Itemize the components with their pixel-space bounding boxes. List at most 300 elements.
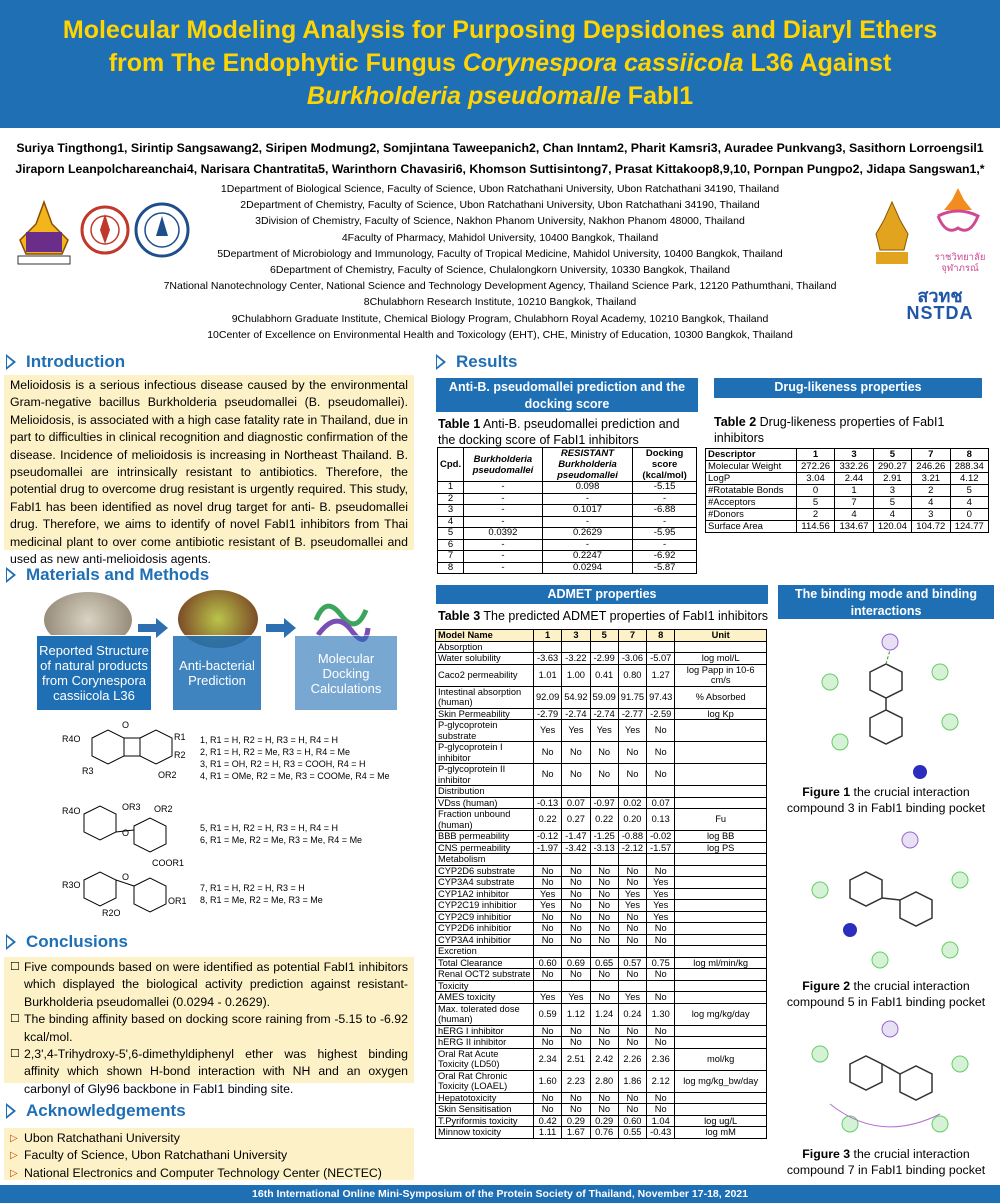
arrow-right-icon [266, 618, 296, 638]
table-cell [647, 980, 675, 992]
svg-text:R4O: R4O [62, 734, 81, 744]
svg-text:R1: R1 [174, 732, 186, 742]
table-cell [562, 641, 590, 653]
table-row [436, 842, 767, 854]
table-cell: -3.22 [562, 653, 590, 665]
table-cell: No [647, 934, 675, 946]
svg-text:R2O: R2O [102, 908, 121, 918]
table-cell: No [590, 1104, 618, 1116]
table-cell: 0.13 [647, 809, 675, 831]
table-row [436, 992, 767, 1004]
table-cell [675, 641, 767, 653]
ack-item: ▷ Faculty of Science, Ubon Ratchathani University [10, 1147, 408, 1164]
table-cell: 97.43 [647, 686, 675, 708]
table-row [436, 630, 767, 642]
conclusion-item: ☐ The binding affinity based on docking score raining from -5.15 to -6.92 kcal/mol. [10, 1011, 408, 1046]
table-cell [675, 786, 767, 798]
compound-list-2: 5, R1 = H, R2 = H, R3 = H, R4 = H 6, R1 = Me, R2 = Me, R3 = Me, R4 = Me [200, 823, 363, 845]
table-cell [675, 992, 767, 1004]
table-row: 5 0.0392 0.2629 -5.95 [438, 528, 697, 540]
table-cell: No [618, 1092, 646, 1104]
table-row: #Donors 2 4 4 3 0 [706, 509, 989, 521]
table-cell: -2.12 [618, 842, 646, 854]
table-cell: 0.65 [590, 957, 618, 969]
table-cell: 1 [534, 630, 562, 642]
table-row: Molecular Weight 272.26 332.26 290.27 246.26 288.34 [706, 461, 989, 473]
table-cell [675, 1092, 767, 1104]
table-cell: -3.06 [618, 653, 646, 665]
nakhon-phanom-logo [134, 202, 190, 258]
table-cell: -0.97 [590, 797, 618, 809]
table-cell: No [590, 1037, 618, 1049]
table-cell [675, 934, 767, 946]
table1-caption: Table 1 Anti-B. pseudomallei prediction and the docking score of FabI1 inhibitors [438, 417, 680, 447]
table-cell: No [590, 969, 618, 981]
table-row [436, 923, 767, 935]
table-cell: -2.74 [562, 708, 590, 720]
table-row [436, 1025, 767, 1037]
table-cell [590, 946, 618, 958]
table-cell [534, 854, 562, 866]
table-cell: 1.60 [534, 1070, 562, 1092]
table-cell: No [534, 764, 562, 786]
table-cell: 0.80 [618, 664, 646, 686]
arrow-icon [6, 567, 16, 583]
svg-text:O: O [122, 720, 130, 730]
table1-header: RESISTANT Burkholderia pseudomallei [542, 448, 632, 482]
compound-list-3: 7, R1 = H, R2 = H, R3 = H 8, R1 = Me, R2 = Me, R3 = Me [200, 883, 323, 905]
table-cell: 0.02 [618, 797, 646, 809]
table-cell: AMES toxicity [436, 992, 534, 1004]
table-cell: 5 [590, 630, 618, 642]
footer: 16th International Online Mini-Symposium of the Protein Society of Thailand, November 17-18, 2021 [0, 1185, 1000, 1203]
table-cell: 0.07 [562, 797, 590, 809]
table-cell: No [647, 1104, 675, 1116]
table-cell: Water solubility [436, 653, 534, 665]
table-cell: T.Pyriformis toxicity [436, 1115, 534, 1127]
table-cell [618, 641, 646, 653]
table-cell: No [590, 865, 618, 877]
table-cell: 59.09 [590, 686, 618, 708]
results-heading: Results [436, 352, 517, 372]
ack-text [4, 1128, 414, 1180]
table-cell: -3.13 [590, 842, 618, 854]
table-cell: 1.11 [534, 1127, 562, 1139]
table-cell: Distribution [436, 786, 534, 798]
table-cell: No [647, 969, 675, 981]
table-cell: No [590, 923, 618, 935]
table-cell: 0.69 [562, 957, 590, 969]
table-cell [618, 980, 646, 992]
figure3-caption: Figure 3 the crucial interaction compound 7 in FabI1 binding pocket [786, 1147, 986, 1177]
binding-diagram-2 [790, 820, 990, 980]
table-cell: 7 [618, 630, 646, 642]
table-cell: 2.80 [590, 1070, 618, 1092]
table-cell: -3.63 [534, 653, 562, 665]
table-row: #Acceptors 5 7 5 4 4 [706, 497, 989, 509]
table-cell: No [618, 923, 646, 935]
table-row [436, 854, 767, 866]
table-cell: Caco2 permeability [436, 664, 534, 686]
diaryl-ether-structure-1 [62, 800, 192, 872]
authors [0, 138, 1000, 180]
table-cell [675, 865, 767, 877]
affiliations [130, 181, 870, 343]
table-cell: Yes [562, 992, 590, 1004]
table-cell: Oral Rat Acute Toxicity (LD50) [436, 1048, 534, 1070]
table-cell: -0.13 [534, 797, 562, 809]
table-row [436, 831, 767, 843]
table-row [436, 888, 767, 900]
arrow-icon [6, 934, 16, 950]
table-row [436, 641, 767, 653]
table-row [436, 809, 767, 831]
table-row: LogP 3.04 2.44 2.91 3.21 4.12 [706, 473, 989, 485]
table-cell: CYP2C19 inhibitior [436, 900, 534, 912]
ack-heading: Acknowledgements [6, 1101, 186, 1121]
results-bar-binding: The binding mode and binding interactions [778, 585, 994, 619]
table-cell: 0.60 [618, 1115, 646, 1127]
table-cell: No [562, 969, 590, 981]
table-cell: -5.07 [647, 653, 675, 665]
table-cell: 0.57 [618, 957, 646, 969]
table-row [436, 946, 767, 958]
table-cell: No [590, 934, 618, 946]
table-cell [675, 923, 767, 935]
affiliation: 3Division of Chemistry, Faculty of Science, Nakhon Phanom University, Nakhon Phanom 48000, Thailand [255, 215, 745, 228]
table-cell [675, 1037, 767, 1049]
table-cell: No [618, 877, 646, 889]
table-cell [534, 786, 562, 798]
table-cell: No [562, 1092, 590, 1104]
table-row [436, 934, 767, 946]
table-cell: No [534, 742, 562, 764]
table-row [436, 969, 767, 981]
table2 [705, 448, 989, 533]
affiliation: 2Department of Chemistry, Faculty of Science, Ubon Ratchathani University, Ubon Ratchathani 34190, Thailand [240, 199, 760, 212]
table-cell: 1.67 [562, 1127, 590, 1139]
table-row [436, 664, 767, 686]
affiliation: 1Department of Biological Science, Faculty of Science, Ubon Ratchathani University, Ubon Ratchathani 34190, Thailand [220, 183, 780, 195]
table-cell: No [618, 934, 646, 946]
table-cell: Yes [647, 877, 675, 889]
table-cell [562, 980, 590, 992]
table-row [436, 742, 767, 764]
svg-text:OR1: OR1 [168, 896, 187, 906]
table-cell: 0.60 [534, 957, 562, 969]
flow-box-reported-structure: Reported Structure of natural products from Corynespora cassiicola L36 [36, 635, 152, 711]
table-row [436, 1104, 767, 1116]
table1-header: Docking score (kcal/mol) [633, 448, 697, 482]
table-cell [675, 911, 767, 923]
conclusions-text [4, 957, 414, 1096]
table-cell [534, 641, 562, 653]
table-cell [675, 797, 767, 809]
table-cell [618, 854, 646, 866]
table-cell: 0.24 [618, 1003, 646, 1025]
table-cell: 91.75 [618, 686, 646, 708]
table-cell: No [562, 1025, 590, 1037]
table-cell: Unit [675, 630, 767, 642]
table-cell: Yes [590, 720, 618, 742]
table-cell: Absorption [436, 641, 534, 653]
table-cell: 2.42 [590, 1048, 618, 1070]
table-cell: log Papp in 10-6 cm/s [675, 664, 767, 686]
table-cell: No [562, 742, 590, 764]
table-cell: No [534, 1092, 562, 1104]
table-cell: No [647, 992, 675, 1004]
table-cell [675, 969, 767, 981]
table-row [436, 877, 767, 889]
arrow-icon [6, 1103, 16, 1119]
table-cell: No [534, 865, 562, 877]
table-cell: log mg/kg_bw/day [675, 1070, 767, 1092]
table-cell: No [534, 1025, 562, 1037]
table-cell: No [647, 1092, 675, 1104]
table-cell: No [647, 742, 675, 764]
table-cell [675, 1025, 767, 1037]
college-logo-text: ราชวิทยาลัย จุฬาภรณ์ [934, 252, 986, 274]
arrow-icon [6, 354, 16, 370]
arrow-icon [436, 354, 446, 370]
table-cell: No [590, 992, 618, 1004]
table-cell: -2.79 [534, 708, 562, 720]
table-cell [647, 641, 675, 653]
table1 [437, 447, 697, 574]
table-cell: CYP2C9 inhibitior [436, 911, 534, 923]
table-cell: Yes [618, 900, 646, 912]
table-cell: 0.20 [618, 809, 646, 831]
table-cell: -0.12 [534, 831, 562, 843]
table-cell: No [618, 1037, 646, 1049]
table-cell: No [562, 877, 590, 889]
table-cell: 2.23 [562, 1070, 590, 1092]
table-row [436, 1092, 767, 1104]
table-row [436, 1127, 767, 1139]
nstda-logo: สวทช NSTDA [906, 286, 974, 323]
table-cell: No [647, 1025, 675, 1037]
table-cell: Oral Rat Chronic Toxicity (LOAEL) [436, 1070, 534, 1092]
table-cell: No [534, 877, 562, 889]
table-cell: 2.12 [647, 1070, 675, 1092]
table-cell [618, 786, 646, 798]
table-cell: No [562, 923, 590, 935]
table-cell: Skin Permeability [436, 708, 534, 720]
table-cell: No [534, 1104, 562, 1116]
results-bar-druglikeness: Drug-likeness properties [714, 378, 982, 398]
table-cell [562, 786, 590, 798]
table-cell: 2.34 [534, 1048, 562, 1070]
table-cell: log ml/min/kg [675, 957, 767, 969]
table-cell: 1.00 [562, 664, 590, 686]
table-cell: -1.97 [534, 842, 562, 854]
table-cell: CYP2D6 inhibitior [436, 923, 534, 935]
svg-text:R4O: R4O [62, 806, 81, 816]
table-cell [675, 742, 767, 764]
svg-text:O: O [122, 828, 130, 838]
ubon-university-logo [12, 200, 76, 270]
table-cell [647, 786, 675, 798]
table1-header: Burkholderia pseudomallei [464, 448, 543, 482]
table-cell: 0.76 [590, 1127, 618, 1139]
table-cell: 0.29 [562, 1115, 590, 1127]
faculty-seal-logo [80, 200, 130, 260]
table-cell: log BB [675, 831, 767, 843]
table-cell: P-glycoprotein II inhibitor [436, 764, 534, 786]
table-cell: No [590, 742, 618, 764]
table-cell: 1.30 [647, 1003, 675, 1025]
introduction-text: Melioidosis is a serious infectious disease caused by the environmental Gram-negative bacillus Burkholderia pseudomallei (B. pseudomallei). Melioidosis, is associated with a high case fatality rate in Thailand, due in part to difficulties in clinical recognition and diagnostic confirmation of the disease. Incidence of melioidosis is increasing in Northeast Thailand. B. pseudomallei are intrinsically resistant to antibiotics. Therefore, the potential drug to overcome drug resistant is urgently required. This study, FabI1 has been identified as novel drug target for anti- B. pseudomallei drug. Therefore, we aims to identify of novel FabI1 inhibitors from Thai medicinal plant to over come antibiotic resistant of B. pseudomallei and used as new anti-melioidosis agents. [4, 375, 414, 550]
table-cell: Max. tolerated dose (human) [436, 1003, 534, 1025]
table-cell: Fraction unbound (human) [436, 809, 534, 831]
table-cell: No [562, 934, 590, 946]
table-cell: log mM [675, 1127, 767, 1139]
affiliation: 10Center of Excellence on Environmental Health and Toxicology (EHT), CHE, Ministry of Education, 10300 Bangkok, Thailand [207, 328, 793, 341]
binding-diagram-3 [790, 1014, 990, 1144]
table-cell [675, 764, 767, 786]
table-cell [618, 946, 646, 958]
table-row: 7 - 0.2247 -6.92 [438, 551, 697, 563]
table-row [436, 1115, 767, 1127]
table-row [436, 764, 767, 786]
table-cell [590, 786, 618, 798]
table-cell: 1.01 [534, 664, 562, 686]
title-line1: Molecular Modeling Analysis for Purposing Depsidones and Diaryl Ethers [62, 16, 938, 44]
table-cell: Minnow toxicity [436, 1127, 534, 1139]
table-cell: Yes [534, 888, 562, 900]
table-cell [647, 854, 675, 866]
chulabhorn-college-logo [930, 186, 986, 252]
diaryl-ether-structure-2 [62, 870, 192, 926]
table-cell: No [618, 764, 646, 786]
figure2-caption: Figure 2 the crucial interaction compound 5 in FabI1 binding pocket [786, 979, 986, 1009]
table-cell: Hepatotoxicity [436, 1092, 534, 1104]
table-cell: No [534, 923, 562, 935]
table-cell: log mol/L [675, 653, 767, 665]
table-row [436, 1070, 767, 1092]
svg-text:OR3: OR3 [122, 802, 141, 812]
table-cell: Yes [647, 911, 675, 923]
table-row [436, 786, 767, 798]
table-row [436, 957, 767, 969]
table-row [436, 1037, 767, 1049]
table1-header: Cpd. [438, 448, 464, 482]
table-cell: 0.55 [618, 1127, 646, 1139]
conclusion-item: ☐ 2,3',4-Trihydroxy-5',6-dimethyldiphenyl ether was highest binding affinity which shown H-bond interaction with NH and an oxygen carbonyl of Gly96 backbone in FabI1 binding site. [10, 1046, 408, 1098]
table-cell: 0.27 [562, 809, 590, 831]
table-cell: hERG II inhibitor [436, 1037, 534, 1049]
table-cell: Excretion [436, 946, 534, 958]
table-cell: No [534, 1037, 562, 1049]
table-cell [562, 946, 590, 958]
poster-header [0, 0, 1000, 128]
figure1-caption: Figure 1 the crucial interaction compound 3 in FabI1 binding pocket [786, 785, 986, 815]
table-cell: No [618, 1025, 646, 1037]
chulabhorn-seal-logo [870, 200, 914, 270]
table-cell: 92.09 [534, 686, 562, 708]
table3 [435, 629, 767, 1139]
table-row: 2 - - - [438, 493, 697, 505]
table-cell [675, 980, 767, 992]
table-cell: Yes [618, 720, 646, 742]
svg-text:R3: R3 [82, 766, 94, 776]
table-cell [675, 854, 767, 866]
table-cell: No [590, 900, 618, 912]
table-cell [675, 946, 767, 958]
table-cell: Yes [534, 992, 562, 1004]
affiliation: 5Department of Microbiology and Immunology, Faculty of Tropical Medicine, Mahidol University, 10400 Bangkok, Thailand [217, 247, 783, 260]
table-cell [562, 854, 590, 866]
table-cell: 2.26 [618, 1048, 646, 1070]
table-row: Descriptor 1 3 5 7 8 [706, 449, 989, 461]
conclusion-item: ☐ Five compounds based on were identified as potential FabI1 inhibitors which displayed the biological activity prediction against resistant- Burkholderia pseudomallei (0.0294 - 0.2629). [10, 959, 408, 1011]
table-row: 1 - 0.098 -5.15 [438, 482, 697, 494]
ack-item: ▷ National Electronics and Computer Technology Center (NECTEC) [10, 1165, 408, 1182]
affiliation: 6Department of Chemistry, Faculty of Science, Chulalongkorn University, 10330 Bangkok, Thailand [270, 264, 730, 277]
table-cell: No [562, 911, 590, 923]
affiliation: 8Chulabhorn Research Institute, 10210 Bangkok, Thailand [363, 296, 637, 309]
table-cell: No [647, 865, 675, 877]
table-cell: -0.02 [647, 831, 675, 843]
table-cell [675, 720, 767, 742]
table-cell: CYP1A2 inhibitor [436, 888, 534, 900]
table-cell: No [590, 877, 618, 889]
table-cell: 0.42 [534, 1115, 562, 1127]
title-line2: from The Endophytic Fungus Corynespora cassiicola L36 Against [108, 49, 892, 77]
table-cell: mol/kg [675, 1048, 767, 1070]
table-row: 6 - - - [438, 539, 697, 551]
svg-text:R2: R2 [174, 750, 186, 760]
table-cell: Skin Sensitisation [436, 1104, 534, 1116]
table-row: #Rotatable Bonds 0 1 3 2 5 [706, 485, 989, 497]
affiliation: 7National Nanotechnology Center, National Science and Technology Development Agency, Thailand Science Park, 12120 Pathumthani, Thailand [163, 280, 837, 293]
table-cell: P-glycoprotein substrate [436, 720, 534, 742]
table-cell [534, 980, 562, 992]
table-cell [675, 1104, 767, 1116]
ack-item: ▷ Ubon Ratchathani University [10, 1130, 408, 1147]
table-cell: Yes [534, 900, 562, 912]
table-cell: No [647, 720, 675, 742]
table-cell: log mg/kg/day [675, 1003, 767, 1025]
table-cell: 0.75 [647, 957, 675, 969]
table-row [436, 708, 767, 720]
table-cell: No [562, 1037, 590, 1049]
table-cell: 0.22 [534, 809, 562, 831]
compound-list-1: 1, R1 = H, R2 = H, R3 = H, R4 = H 2, R1 = H, R2 = Me, R3 = H, R4 = Me 3, R1 = OH, R2 = H, R3 = COOH, R4 = H 4, R1 = OMe, R2 = Me, R3 = COOMe, R4 = Me [200, 735, 390, 781]
svg-text:R3O: R3O [62, 880, 81, 890]
table-cell: 2.51 [562, 1048, 590, 1070]
table-cell: 3 [562, 630, 590, 642]
table-row [436, 653, 767, 665]
table-cell: No [562, 1104, 590, 1116]
table-cell: No [590, 1092, 618, 1104]
table-cell: No [562, 888, 590, 900]
affiliation: 9Chulabhorn Graduate Institute, Chemical Biology Program, Chulabhorn Royal Academy, 10210 Bangkok, Thailand [231, 312, 769, 325]
table-cell: -2.74 [590, 708, 618, 720]
table-cell: -2.77 [618, 708, 646, 720]
table-row [436, 720, 767, 742]
table-cell: No [534, 911, 562, 923]
table-cell: No [590, 764, 618, 786]
title-line3: Burkholderia pseudomalle FabI1 [306, 82, 694, 110]
conclusions-heading: Conclusions [6, 932, 128, 952]
table-cell [590, 980, 618, 992]
table-cell: Intestinal absorption (human) [436, 686, 534, 708]
table2-caption: Table 2 Drug-likeness properties of FabI1 inhibitors [714, 415, 945, 445]
table-cell: Yes [618, 888, 646, 900]
table-cell: CYP3A4 inhibitior [436, 934, 534, 946]
table-cell [590, 854, 618, 866]
